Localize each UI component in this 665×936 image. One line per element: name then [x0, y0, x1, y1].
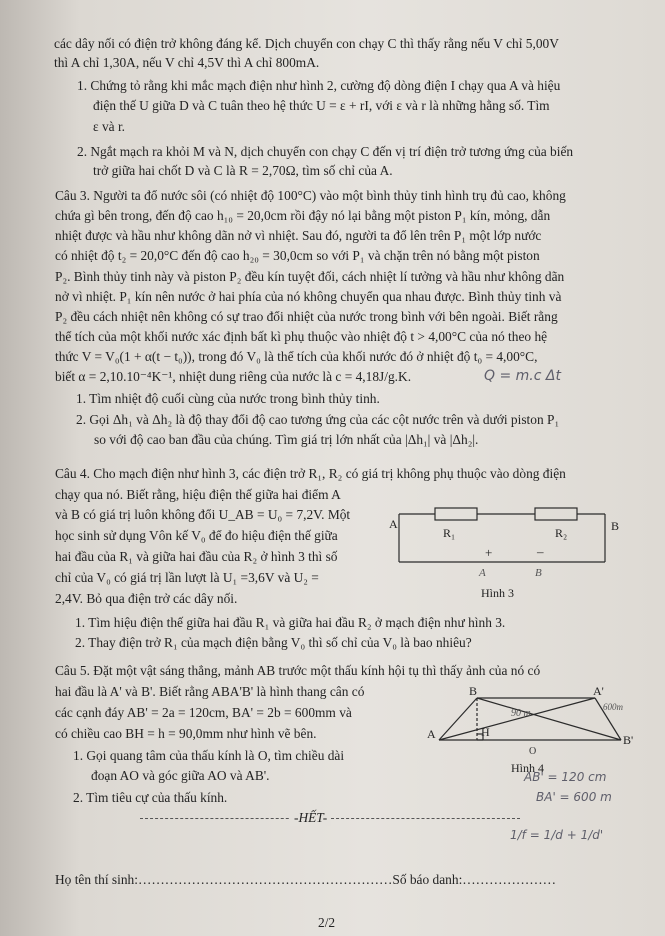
text-line: 1. Gọi quang tâm của thấu kính là O, tìm chiều dài — [73, 748, 345, 763]
text-line: thức V = V₀(1 + α(t − t₀)), trong đó V₀ là thể tích của khối nước đó ở nhiệt độ t₀ = 4,00°C, — [55, 349, 538, 364]
question-4-heading: Câu 4. Cho mạch điện như hình 3, các điện trở R₁, R₂ có giá trị không phụ thuộc vào dòng điện — [55, 466, 566, 481]
text-line: có chiều cao BH = h = 90,0mm như hình vẽ bên. — [55, 726, 317, 741]
fig4-label-a: A — [427, 727, 436, 741]
candidate-info-line: Họ tên thí sinh:…………………………………………………Số báo danh:………………… — [55, 872, 557, 887]
text-line: 1. Chứng tỏ rằng khi mắc mạch điện như hình 2, cường độ dòng điện I chạy qua A và hiệu — [77, 78, 561, 93]
text-line: biết α = 2,10.10⁻⁴K⁻¹, nhiệt dung riêng của nước là c = 4,18J/g.K. — [55, 369, 412, 384]
fig3-label-r2: R₂ — [555, 526, 568, 540]
fig3-label-a: A — [389, 517, 398, 531]
text-line: ε và r. — [93, 119, 126, 134]
fig4-hw-600: 600m — [603, 702, 623, 712]
text-line: thì A chỉ 1,30A, nếu V chỉ 4,5V thì A chỉ 800mA. — [54, 55, 320, 70]
text-line: chỉ của V₀ có giá trị lần lượt là U₁ =3,6V và U₂ = — [55, 570, 319, 585]
text-line: có nhiệt độ t₂ = 20,0°C đến độ cao h₂₀ = 30,0cm so với P₁ và chặn trên nó bằng một piston — [55, 248, 540, 263]
text-line: hai đầu là A' và B'. Biết rằng ABA'B' là hình thang cân có — [55, 684, 365, 699]
page-number: 2/2 — [318, 915, 336, 930]
fig4-label-b: B — [469, 684, 478, 698]
end-marker: -HẾT- — [290, 810, 331, 826]
text-line: trở giữa hai chốt D và C là R = 2,70Ω, tìm số chỉ của A. — [93, 163, 393, 178]
circuit-figure-3 — [385, 500, 635, 610]
fig3-caption: Hình 3 — [481, 586, 514, 600]
text-line: và B có giá trị luôn không đổi U_AB = U₀ = 7,2V. Một — [55, 507, 351, 522]
fig3-minus: – — [537, 544, 544, 559]
text-line: 1. Tìm nhiệt độ cuối cùng của nước trong bình thủy tinh. — [76, 391, 380, 406]
fig4-label-b-prime: B' — [623, 733, 634, 747]
fig3-label-r1: R₁ — [443, 526, 456, 540]
handwriting-ab: AB' = 120 cm — [524, 770, 607, 784]
fig3-hw-a: A — [479, 567, 486, 579]
text-line: đoạn AO và góc giữa AO và AB'. — [91, 768, 270, 783]
handwriting-lens-formula: 1/f = 1/d + 1/d' — [510, 828, 604, 842]
text-line: học sinh sử dụng Vôn kế V₀ để đo hiệu điện thế giữa — [55, 528, 338, 543]
text-line: so với độ cao ban đầu của chúng. Tìm giá trị lớn nhất của |Δh₁| và |Δh₂|. — [94, 432, 479, 447]
text-line: hai đầu của R₁ và giữa hai đầu của R₂ ở hình 3 thì số — [55, 549, 338, 564]
text-line: nở vì nhiệt. P₁ kín nên nước ở hai phía của nó không chuyển qua nhau được. Bình thủy tinh và — [55, 289, 562, 304]
question-5-heading: Câu 5. Đặt một vật sáng thẳng, mảnh AB trước một thấu kính hội tụ thì thấy ảnh của nó có — [55, 663, 541, 678]
fig3-plus: + — [485, 545, 493, 560]
fig4-label-a-prime: A' — [593, 684, 604, 698]
fig3-hw-b: B — [535, 567, 542, 579]
text-line: chứa gì bên trong, đến độ cao h₁₀ = 20,0cm rồi đậy nó lại bằng một piston P₁ kín, mỏng, dẫn — [55, 208, 551, 223]
text-line: P₂. Bình thủy tinh này và piston P₂ đều kín tuyệt đối, cách nhiệt lí tưởng và hầu như không dãn — [55, 269, 565, 284]
text-line: 2,4V. Bỏ qua điện trở các dây nối. — [55, 591, 238, 606]
fig3-label-b: B — [611, 519, 620, 533]
text-line: 2. Thay điện trở R₁ của mạch điện bằng V₀ thì số chỉ của V₀ là bao nhiêu? — [75, 635, 472, 650]
fig4-hw-90: 90 m — [511, 708, 531, 719]
question-3-heading: Câu 3. Người ta đổ nước sôi (có nhiệt độ 100°C) vào một bình thủy tinh hình trụ đủ cao, không — [55, 188, 566, 203]
text-line: nhiệt được và hầu như không dãn nở vì nhiệt. Sau đó, người ta đổ lên trên P₁ một lớp nước — [55, 228, 542, 243]
text-line: 1. Tìm hiệu điện thế giữa hai đầu R₁ và giữa hai đầu R₂ ở mạch điện như hình 3. — [75, 615, 506, 630]
text-line: thể tích của một khối nước xác định bất kì phụ thuộc vào nhiệt độ t > 4,00°C của nó theo hệ — [55, 329, 548, 344]
text-line: P₂ đều cách nhiệt nên không có sự trao đổi nhiệt của nước trong bình với bên ngoài. Biết rằng — [55, 309, 558, 324]
fig4-label-o: O — [529, 746, 537, 757]
text-line: điện thế U giữa D và C tuân theo hệ thức U = ε + rI, với ε và r là những hằng số. Tìm — [93, 98, 550, 113]
handwriting-heat-formula: Q = m.c Δt — [484, 368, 561, 384]
fig4-caption: Hình 4 — [511, 761, 544, 775]
text-line: các dây nối có điện trở không đáng kể. Dịch chuyển con chạy C thì thấy rằng nếu V chỉ 5,00V — [54, 36, 559, 51]
text-line: chạy qua nó. Biết rằng, hiệu điện thế giữa hai điểm A — [55, 487, 341, 502]
text-line: 2. Ngắt mạch ra khỏi M và N, dịch chuyển con chạy C đến vị trí điện trở tương ứng của biến — [77, 144, 574, 159]
fig4-label-h: H — [481, 725, 490, 739]
handwriting-ba: BA' = 600 m — [536, 790, 612, 804]
text-line: các cạnh đáy AB' = 2a = 120cm, BA' = 2b = 600mm và — [55, 705, 352, 720]
text-line: 2. Gọi Δh₁ và Δh₂ là độ thay đổi độ cao tương ứng của các cột nước trên và dưới piston P₁ — [76, 412, 560, 427]
text-line: 2. Tìm tiêu cự của thấu kính. — [73, 790, 228, 805]
